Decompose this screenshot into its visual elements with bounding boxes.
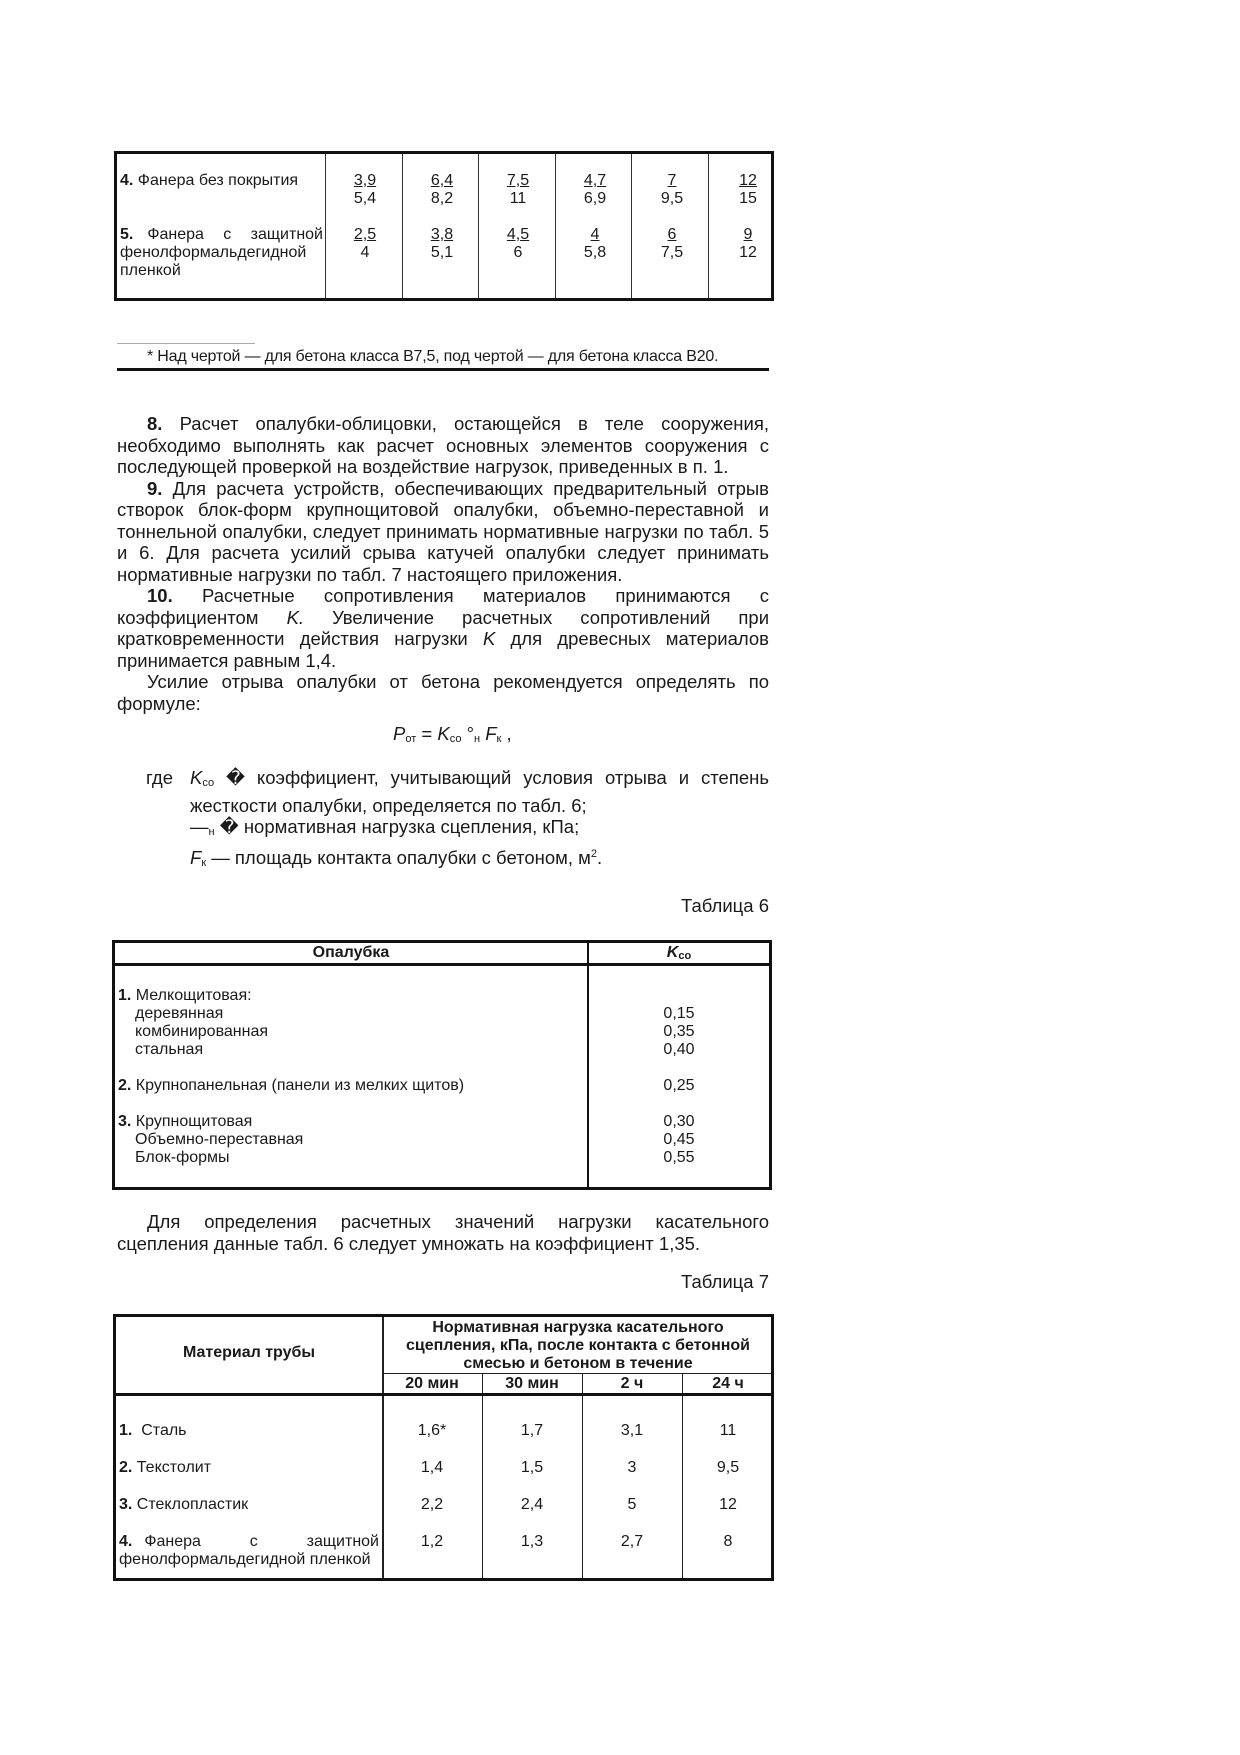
symbol-k: K (666, 944, 679, 961)
value-cell: 0,30 (663, 1113, 695, 1130)
symbol-tau: — (190, 816, 209, 837)
row-label: Текстолит (136, 1459, 212, 1476)
table-row (118, 1113, 578, 1131)
row-number: 4. (119, 1533, 133, 1550)
value-b75: 12 (739, 172, 757, 189)
column-divider (325, 154, 326, 298)
value-b75: 3,8 (430, 226, 454, 243)
value-b20: 7,5 (660, 244, 684, 261)
value-b20: 5,1 (430, 244, 454, 261)
row-label-text: Фанера с защитной (147, 226, 323, 243)
definition-text: — площадь контакта опалубки с бетоном, м (211, 846, 591, 868)
spacer (118, 1095, 578, 1113)
table-7 (113, 1314, 774, 1581)
value-b20: 9,5 (660, 190, 684, 207)
value-b75: 4 (590, 226, 600, 243)
value-b75: 3,9 (353, 172, 377, 189)
value-cell: 1,7 (520, 1422, 544, 1439)
column-divider (478, 154, 479, 298)
value-b75: 4,7 (583, 172, 607, 189)
paragraph-8 (117, 413, 769, 478)
row-number: 3. (119, 1496, 133, 1513)
spacer (118, 1059, 578, 1077)
header-load-group (382, 1319, 774, 1373)
value-cell: 2,7 (620, 1533, 644, 1550)
value-cell: 2,4 (520, 1496, 544, 1513)
value-b20: 6,9 (583, 190, 607, 207)
table-continuation (114, 151, 774, 301)
row-label-line (120, 226, 323, 244)
fraction-cell (347, 172, 383, 208)
subscript: со (449, 733, 462, 745)
value-b20: 8,2 (430, 190, 454, 207)
definition-kco (190, 767, 769, 816)
fraction-cell (424, 172, 460, 208)
value-b20: 5,4 (353, 190, 377, 207)
paragraph-text: Для расчета устройств, обеспечивающих предварительный отрыв створок блок-форм крупнощитовой опалубки, объемно-переставной и тоннельной опалубки, следует принимать нормативные нагрузки по табл. 5 и 6. Для расчета усилий срыва катучей опалубки следует принимать нормативные нагрузки по табл. 7 настоящего приложения. (117, 477, 769, 585)
column-divider (708, 154, 709, 298)
row-number: 2. (119, 1459, 133, 1476)
column-divider (402, 154, 403, 298)
row-label: Объемно-переставная (135, 1131, 304, 1148)
value-cell: 1,3 (520, 1533, 544, 1550)
row-label: Сталь (141, 1422, 187, 1439)
paragraph-text: Увеличение расчетных сопротивлений при кратковременности действия нагрузки (117, 606, 770, 649)
value-cell: 1,6* (417, 1422, 447, 1439)
value-cell (589, 987, 769, 1005)
table-row (118, 1041, 578, 1059)
fraction-cell (730, 172, 766, 208)
paragraph-text: для древесных материалов принимается равным 1,4. (117, 628, 769, 671)
punctuation: . (597, 846, 603, 868)
row-number: 2. (118, 1077, 132, 1094)
superscript: 2 (590, 847, 598, 860)
value-cell: 3,1 (620, 1422, 644, 1439)
table-row (118, 987, 578, 1005)
value-cell: 0,25 (663, 1077, 695, 1094)
subscript: со (202, 777, 215, 789)
value-cell: 1,2 (420, 1533, 444, 1550)
table-row-label (120, 172, 298, 190)
footnote-separator (117, 343, 255, 344)
note-after-table-6: Для определения расчетных значений нагрузки касательного сцепления данные табл. 6 следует умножать на коэффициент 1,35. (117, 1211, 769, 1254)
paragraph-force (117, 671, 769, 714)
clause-number: 10. (147, 585, 173, 606)
value-b75: 7 (667, 172, 677, 189)
value-b75: 6 (667, 226, 677, 243)
header-divider (116, 1393, 771, 1396)
value-cell: 5 (627, 1496, 637, 1513)
fraction-cell (500, 226, 536, 262)
subscript: н (474, 733, 481, 745)
column-divider (555, 154, 556, 298)
row-label: Блок-формы (135, 1149, 230, 1166)
value-cell: 1,4 (420, 1459, 444, 1476)
header-pipe-material: Материал трубы (182, 1344, 316, 1361)
row-number: 4. (120, 172, 134, 189)
spacer (589, 1059, 769, 1077)
value-b20: 12 (739, 244, 757, 261)
value-b75: 7,5 (506, 172, 530, 189)
fraction-cell (347, 226, 383, 262)
subscript: к (496, 733, 502, 745)
formula (393, 723, 512, 750)
value-b75: 4,5 (506, 226, 530, 243)
paragraph-text: Расчетные сопротивления материалов принимаются с коэффициентом (117, 585, 770, 628)
where-definitions (190, 767, 769, 874)
value-b20: 5,8 (583, 244, 607, 261)
row-label: Крупнопанельная (панели из мелких щитов) (135, 1077, 465, 1094)
table-row (118, 1023, 578, 1041)
row-number: 1. (119, 1422, 133, 1439)
header-20min: 20 мин (405, 1375, 459, 1392)
table-6-body-values (589, 987, 769, 1167)
where-label: где (146, 767, 174, 788)
value-b75: 2,5 (353, 226, 377, 243)
definition-fk (190, 844, 769, 875)
row-label: фенолформальдегидной пленкой (119, 1551, 371, 1568)
value-b75: 6,4 (430, 172, 454, 189)
value-cell: 0,55 (663, 1149, 695, 1166)
value-b20: 11 (509, 190, 527, 207)
table-row-label (120, 226, 323, 280)
value-cell: 9,5 (716, 1459, 740, 1476)
paragraph-9 (117, 478, 769, 586)
row-label: Фанера с защитной (144, 1533, 379, 1550)
table-row-label (119, 1459, 211, 1477)
table-7-caption: Таблица 7 (681, 1271, 769, 1292)
value-cell: 3 (627, 1459, 637, 1476)
header-formwork: Опалубка (312, 944, 390, 961)
symbol-k: K. (286, 606, 305, 628)
clause-number: 9. (147, 477, 163, 499)
paragraph-10 (117, 585, 769, 671)
header-line: сцепления, кПа, после контакта с бетонной (406, 1337, 750, 1354)
value-cell: 0,45 (663, 1131, 695, 1148)
row-number: 5. (120, 226, 134, 243)
subscript: н (208, 826, 215, 838)
row-label-text: фенолформальдегидной (120, 244, 307, 261)
header-line: Нормативная нагрузка касательного (432, 1319, 724, 1336)
fraction-cell (654, 226, 690, 262)
row-label-line (119, 1533, 379, 1551)
value-cell: 2,2 (420, 1496, 444, 1513)
subscript: к (201, 856, 207, 869)
value-cell: 0,15 (663, 1005, 695, 1022)
row-label: деревянная (135, 1005, 224, 1022)
table-row (118, 1149, 578, 1167)
symbol-p: P (393, 723, 406, 744)
header-subdivider (382, 1373, 771, 1374)
fraction-cell (577, 172, 613, 208)
value-b75: 9 (743, 226, 753, 243)
value-cell: 0,40 (663, 1041, 695, 1058)
clause-number: 8. (147, 413, 163, 434)
symbol-k: K (482, 628, 496, 649)
row-label-text: Фанера без покрытия (137, 172, 299, 189)
value-b20: 6 (513, 244, 523, 261)
row-label: Стеклопластик (136, 1496, 249, 1513)
value-b20: 4 (360, 244, 370, 261)
header-30min: 30 мин (505, 1375, 559, 1392)
fraction-cell (730, 226, 766, 262)
row-label: комбинированная (135, 1023, 269, 1040)
paragraph-text: Расчет опалубки-облицовки, остающейся в теле сооружения, необходимо выполнять как расчет основных элементов сооружения с последующей проверкой на воздействие нагрузок, приведенных в п. 1. (117, 413, 770, 477)
header-kco (589, 944, 769, 965)
table-row-label (119, 1422, 187, 1440)
table-row-label (119, 1533, 379, 1569)
value-cell: 0,35 (663, 1023, 695, 1040)
section-divider (117, 368, 769, 371)
row-label: стальная (135, 1041, 204, 1058)
value-cell: 11 (719, 1422, 737, 1439)
table-row-label (119, 1496, 248, 1514)
punctuation: , (501, 723, 512, 744)
row-number: 1. (118, 987, 132, 1004)
fraction-cell (654, 172, 690, 208)
row-label-text: пленкой (120, 262, 181, 279)
row-label: Крупнощитовая (135, 1113, 253, 1130)
fraction-cell (424, 226, 460, 262)
symbol-k: K (437, 723, 450, 744)
value-cell: 8 (723, 1533, 733, 1550)
table-6-body-labels (118, 987, 578, 1167)
symbol-f: F (190, 846, 202, 868)
header-line: смесью и бетоном в течение (463, 1355, 693, 1372)
header-24h: 24 ч (712, 1375, 744, 1392)
table-6 (112, 940, 772, 1190)
row-label: Мелкощитовая: (135, 987, 252, 1004)
symbol-f: F (485, 723, 497, 744)
header-2h: 2 ч (620, 1375, 644, 1392)
spacer (589, 1095, 769, 1113)
table-row (118, 1131, 578, 1149)
subscript: со (678, 950, 692, 962)
symbol-k: K (190, 767, 203, 788)
fraction-cell (577, 226, 613, 262)
table-row (118, 1077, 578, 1095)
column-divider (631, 154, 632, 298)
subscript: от (405, 733, 417, 745)
definition-tau (190, 816, 769, 844)
value-cell: 1,5 (520, 1459, 544, 1476)
body-text (117, 413, 769, 714)
definition-text: � нормативная нагрузка сцепления, кПа; (219, 816, 580, 837)
row-number: 3. (118, 1113, 132, 1130)
value-b20: 15 (739, 190, 757, 207)
equals-sign: = (416, 723, 438, 744)
paragraph-text: Усилие отрыва опалубки от бетона рекомендуется определять по формуле: (117, 671, 769, 714)
table-row (118, 1005, 578, 1023)
value-cell: 12 (719, 1496, 737, 1513)
table-6-caption: Таблица 6 (681, 895, 769, 916)
footnote-text: * Над чертой — для бетона класса В7,5, под чертой — для бетона класса В20. (147, 348, 719, 365)
symbol-tau: ° (466, 723, 474, 744)
definition-text: � коэффициент, учитывающий условия отрыва и степень жесткости опалубки, определяется по табл. 6; (190, 767, 769, 816)
fraction-cell (500, 172, 536, 208)
